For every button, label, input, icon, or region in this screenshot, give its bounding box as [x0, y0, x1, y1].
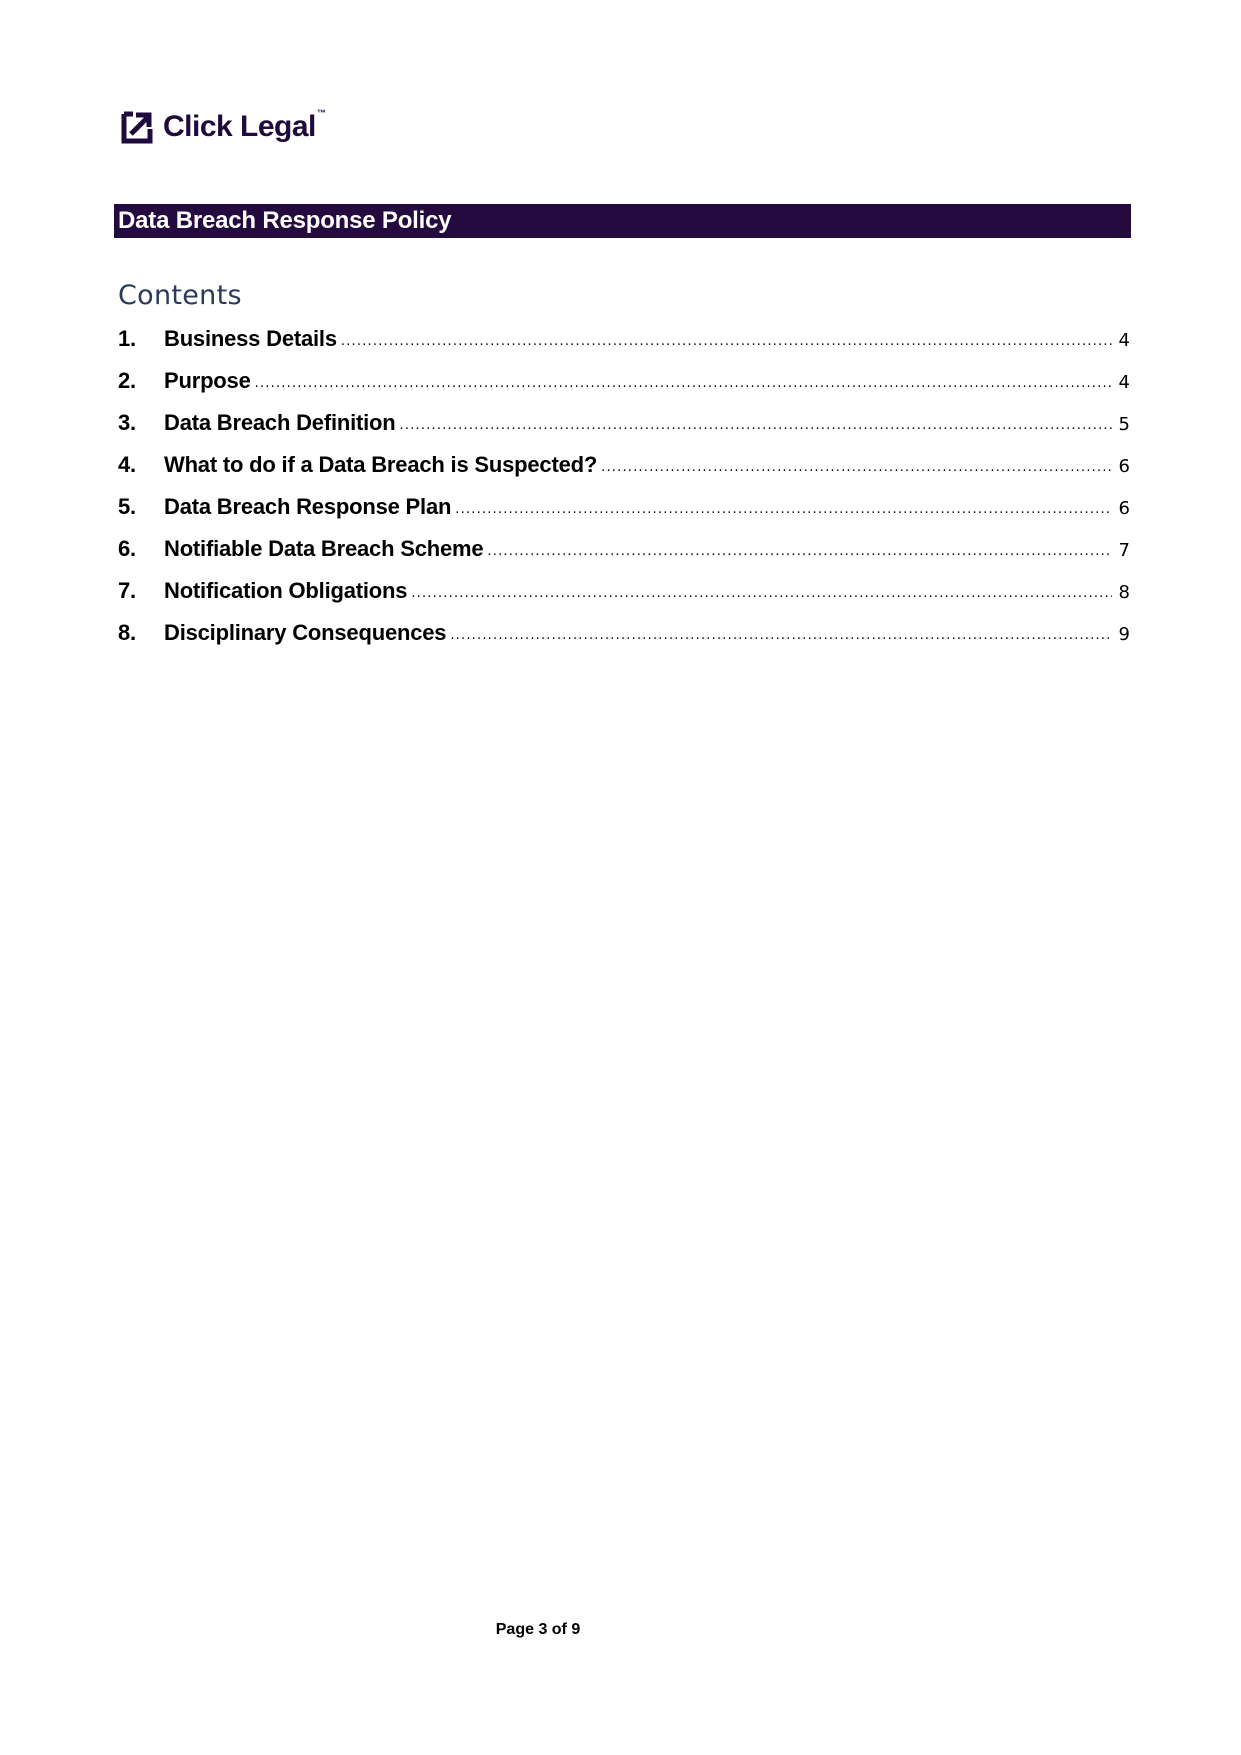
toc-dot-leader — [341, 321, 1112, 363]
toc-entry-number: 4. — [118, 452, 136, 477]
contents-heading: Contents — [118, 280, 242, 311]
toc-dot-leader — [450, 615, 1112, 657]
toc-entry-number: 7. — [118, 578, 136, 603]
toc-entry[interactable] — [118, 318, 1130, 360]
toc-entry-title[interactable]: Business Details — [164, 326, 337, 351]
toc-dot-leader — [400, 405, 1112, 447]
toc-entry-page: 5 — [1118, 414, 1130, 435]
toc-entry-page: 7 — [1118, 540, 1130, 561]
toc-entry-title[interactable]: Data Breach Response Plan — [164, 494, 452, 519]
toc-entry-title[interactable]: Notifiable Data Breach Scheme — [164, 536, 484, 561]
toc-entry-page: 8 — [1118, 582, 1130, 603]
toc-entry[interactable] — [118, 528, 1130, 570]
document-title-bar — [114, 204, 1131, 238]
toc-entry-page: 4 — [1118, 330, 1130, 351]
brand-trademark: ™ — [316, 108, 326, 118]
toc-entry-number: 6. — [118, 536, 136, 561]
brand-name — [163, 110, 325, 144]
toc-entry[interactable] — [118, 444, 1130, 486]
toc-entry-number: 5. — [118, 494, 136, 519]
toc-entry-title[interactable]: Data Breach Definition — [164, 410, 396, 435]
page-number-footer: Page 3 of 9 — [495, 1621, 581, 1638]
toc-dot-leader — [601, 447, 1112, 489]
toc-entry-page: 4 — [1118, 372, 1130, 393]
toc-entry[interactable] — [118, 360, 1130, 402]
table-of-contents — [118, 318, 1130, 654]
toc-entry-page: 6 — [1118, 498, 1130, 519]
toc-entry-number: 1. — [118, 326, 136, 351]
toc-entry-title[interactable]: Disciplinary Consequences — [164, 620, 447, 645]
toc-entry[interactable] — [118, 570, 1130, 612]
toc-entry[interactable] — [118, 612, 1130, 654]
toc-entry-title[interactable]: Notification Obligations — [164, 578, 408, 603]
toc-entry-number: 8. — [118, 620, 136, 645]
arrow-out-of-box-icon — [121, 110, 153, 144]
toc-entry[interactable] — [118, 402, 1130, 444]
brand-logo — [121, 110, 325, 144]
toc-entry-number: 2. — [118, 368, 136, 393]
toc-entry-title[interactable]: Purpose — [164, 368, 251, 393]
brand-name-text: Click Legal — [163, 110, 316, 143]
toc-entry[interactable] — [118, 486, 1130, 528]
document-title: Data Breach Response Policy — [118, 207, 452, 234]
toc-entry-page: 6 — [1118, 456, 1130, 477]
toc-entry-title[interactable]: What to do if a Data Breach is Suspected? — [164, 452, 598, 477]
toc-dot-leader — [487, 531, 1112, 573]
toc-entry-page: 9 — [1118, 624, 1130, 645]
toc-dot-leader — [411, 573, 1112, 615]
toc-dot-leader — [455, 489, 1112, 531]
toc-dot-leader — [255, 363, 1112, 405]
toc-entry-number: 3. — [118, 410, 136, 435]
